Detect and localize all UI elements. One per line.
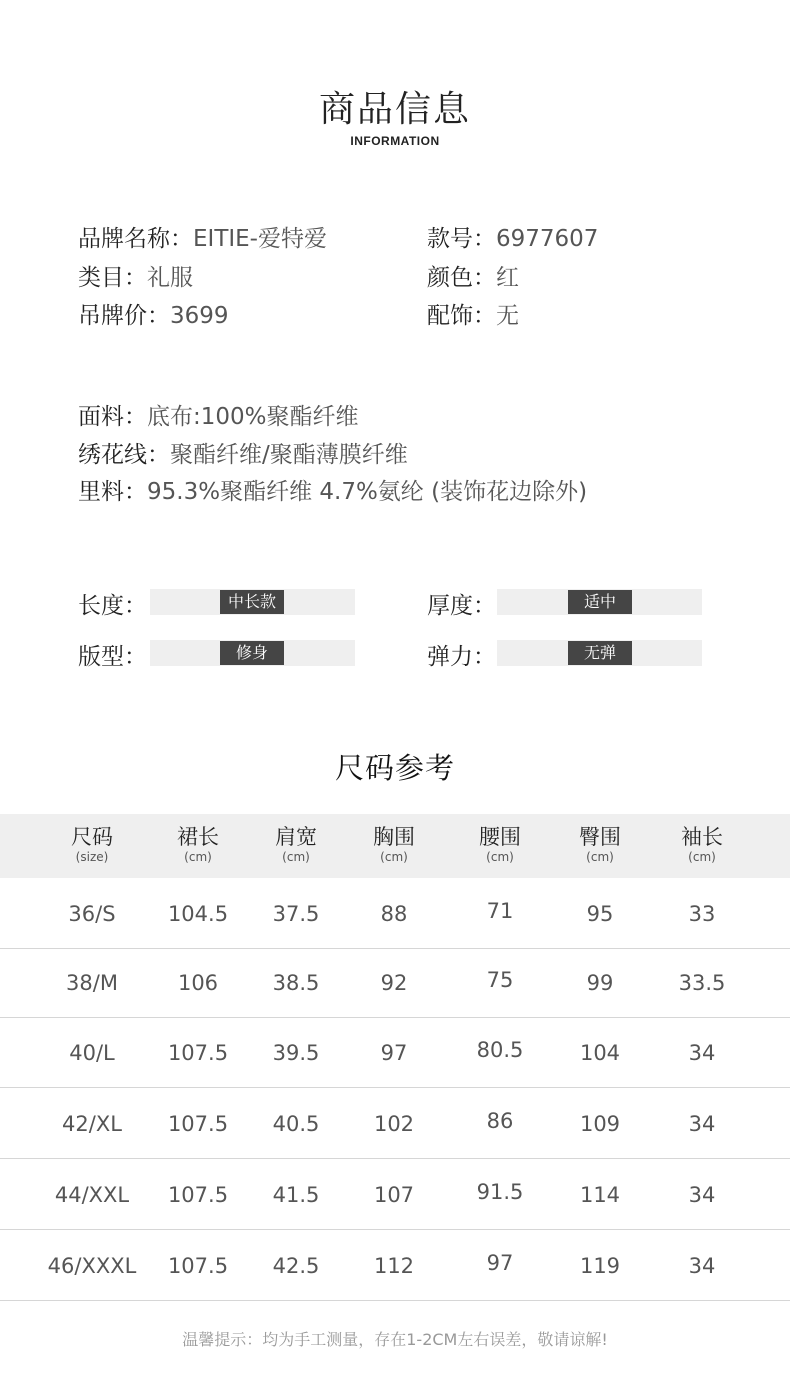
cell-hip: 104 bbox=[579, 1041, 621, 1065]
cell-hip: 99 bbox=[586, 971, 614, 995]
header-cell-skirt-length bbox=[143, 824, 253, 864]
info-key: 吊牌价： bbox=[78, 303, 170, 329]
cell-bust: 102 bbox=[373, 1112, 415, 1136]
cell-shoulder: 40.5 bbox=[272, 1112, 320, 1136]
cell-skirt-length: 107.5 bbox=[167, 1112, 229, 1136]
info-key: 配饰： bbox=[427, 303, 496, 329]
fabric-line-embroidery bbox=[78, 436, 758, 474]
header-cell-sleeve bbox=[647, 824, 757, 864]
fabric-value: 底布:100%聚酯纤维 bbox=[147, 404, 359, 430]
fabric-line-lining bbox=[78, 473, 758, 511]
table-row bbox=[0, 1230, 790, 1301]
fabric-key: 绣花线： bbox=[78, 441, 170, 468]
header-name: 尺码 bbox=[71, 825, 113, 849]
info-key: 款号： bbox=[427, 226, 496, 252]
cell-sleeve: 33 bbox=[688, 902, 716, 926]
info-key: 品牌名称： bbox=[78, 226, 193, 252]
header-name: 裙长 bbox=[177, 825, 219, 849]
attr-label-elasticity: 弹力： bbox=[427, 644, 496, 670]
header-name: 袖长 bbox=[681, 825, 723, 849]
info-key: 颜色： bbox=[427, 264, 496, 291]
cell-hip: 95 bbox=[586, 902, 614, 926]
info-item-color bbox=[427, 259, 519, 292]
info-value: 无 bbox=[496, 303, 519, 329]
size-table-header bbox=[0, 814, 790, 878]
cell-size: 46/XXXL bbox=[47, 1254, 137, 1278]
header-unit: (cm) bbox=[282, 850, 310, 864]
cell-skirt-length: 107.5 bbox=[167, 1254, 229, 1278]
table-row bbox=[0, 947, 790, 1018]
cell-waist: 80.5 bbox=[476, 1038, 524, 1062]
measurement-note: 温馨提示：均为手工测量，存在1-2CM左右误差，敬请谅解! bbox=[182, 1330, 608, 1349]
info-item-price bbox=[78, 297, 229, 330]
header-name: 胸围 bbox=[373, 825, 415, 849]
cell-size: 44/XXL bbox=[54, 1183, 130, 1207]
header-name: 臀围 bbox=[579, 825, 621, 849]
attr-tag-fit: 修身 bbox=[220, 641, 284, 665]
cell-skirt-length: 107.5 bbox=[167, 1041, 229, 1065]
attr-tag-thickness: 适中 bbox=[568, 590, 632, 614]
cell-skirt-length: 106 bbox=[177, 971, 219, 995]
header-unit: (size) bbox=[75, 850, 109, 864]
info-value: 6977607 bbox=[496, 226, 599, 252]
table-row bbox=[0, 1088, 790, 1159]
cell-waist: 75 bbox=[486, 968, 514, 992]
cell-sleeve: 34 bbox=[688, 1183, 716, 1207]
cell-shoulder: 42.5 bbox=[272, 1254, 320, 1278]
cell-shoulder: 38.5 bbox=[272, 971, 320, 995]
cell-bust: 88 bbox=[380, 902, 408, 926]
header-unit: (cm) bbox=[380, 850, 408, 864]
cell-size: 40/L bbox=[69, 1041, 115, 1065]
cell-hip: 109 bbox=[579, 1112, 621, 1136]
header-cell-shoulder bbox=[241, 824, 351, 864]
cell-bust: 107 bbox=[373, 1183, 415, 1207]
header-unit: (cm) bbox=[486, 850, 514, 864]
cell-skirt-length: 104.5 bbox=[167, 902, 229, 926]
cell-sleeve: 34 bbox=[688, 1112, 716, 1136]
info-row bbox=[78, 259, 718, 298]
info-value: EITIE-爱特爱 bbox=[193, 226, 327, 252]
table-row bbox=[0, 878, 790, 949]
page-title: 商品信息 bbox=[318, 89, 471, 130]
cell-hip: 119 bbox=[579, 1254, 621, 1278]
cell-sleeve: 34 bbox=[688, 1041, 716, 1065]
table-row bbox=[0, 1017, 790, 1088]
cell-sleeve: 33.5 bbox=[678, 971, 726, 995]
header-name: 肩宽 bbox=[275, 825, 317, 849]
info-value: 红 bbox=[496, 264, 519, 291]
cell-size: 42/XL bbox=[62, 1112, 122, 1136]
cell-shoulder: 39.5 bbox=[272, 1041, 320, 1065]
cell-shoulder: 37.5 bbox=[272, 902, 320, 926]
page-subtitle: INFORMATION bbox=[350, 134, 440, 148]
cell-waist: 97 bbox=[486, 1251, 514, 1275]
fabric-line-outer bbox=[78, 398, 758, 436]
cell-bust: 97 bbox=[380, 1041, 408, 1065]
cell-size: 38/M bbox=[66, 971, 118, 995]
cell-waist: 86 bbox=[486, 1109, 514, 1133]
fabric-key: 里料： bbox=[78, 479, 147, 505]
attr-label-length: 长度： bbox=[78, 593, 147, 619]
attr-tag-length: 中长款 bbox=[220, 590, 284, 614]
attr-bar-length bbox=[150, 589, 355, 615]
attr-tag-elasticity: 无弹 bbox=[568, 641, 632, 665]
header-unit: (cm) bbox=[688, 850, 716, 864]
header-name: 腰围 bbox=[479, 825, 521, 849]
header-cell-hip bbox=[545, 824, 655, 864]
info-item-style-number bbox=[427, 220, 598, 253]
header-unit: (cm) bbox=[586, 850, 614, 864]
product-info bbox=[78, 220, 718, 336]
cell-skirt-length: 107.5 bbox=[167, 1183, 229, 1207]
page-header bbox=[0, 86, 790, 148]
fabric-key: 面料： bbox=[78, 404, 147, 430]
info-row bbox=[78, 220, 718, 259]
cell-bust: 112 bbox=[373, 1254, 415, 1278]
cell-size: 36/S bbox=[68, 902, 116, 926]
info-key: 类目： bbox=[78, 264, 147, 291]
fabric-value: 95.3%聚酯纤维 4.7%氨纶 (装饰花边除外) bbox=[147, 479, 588, 505]
cell-hip: 114 bbox=[579, 1183, 621, 1207]
fabric-value: 聚酯纤维/聚酯薄膜纤维 bbox=[170, 441, 408, 468]
info-value: 礼服 bbox=[147, 264, 193, 291]
info-value: 3699 bbox=[170, 303, 229, 329]
header-unit: (cm) bbox=[184, 850, 212, 864]
size-chart-title: 尺码参考 bbox=[334, 751, 455, 785]
header-cell-bust bbox=[339, 824, 449, 864]
attr-bar-elasticity bbox=[497, 640, 702, 666]
cell-waist: 71 bbox=[486, 899, 514, 923]
header-cell-size bbox=[37, 824, 147, 864]
info-item-category bbox=[78, 259, 193, 292]
attr-bar-thickness bbox=[497, 589, 702, 615]
header-cell-waist bbox=[445, 824, 555, 864]
cell-shoulder: 41.5 bbox=[272, 1183, 320, 1207]
attr-label-thickness: 厚度： bbox=[427, 593, 496, 619]
cell-sleeve: 34 bbox=[688, 1254, 716, 1278]
attr-label-fit: 版型： bbox=[78, 644, 147, 670]
fabric-info bbox=[78, 398, 758, 511]
attr-bar-fit bbox=[150, 640, 355, 666]
table-row bbox=[0, 1159, 790, 1230]
info-item-brand bbox=[78, 220, 327, 253]
info-item-accessory bbox=[427, 297, 519, 330]
info-row bbox=[78, 297, 718, 336]
cell-waist: 91.5 bbox=[476, 1180, 524, 1204]
cell-bust: 92 bbox=[380, 971, 408, 995]
